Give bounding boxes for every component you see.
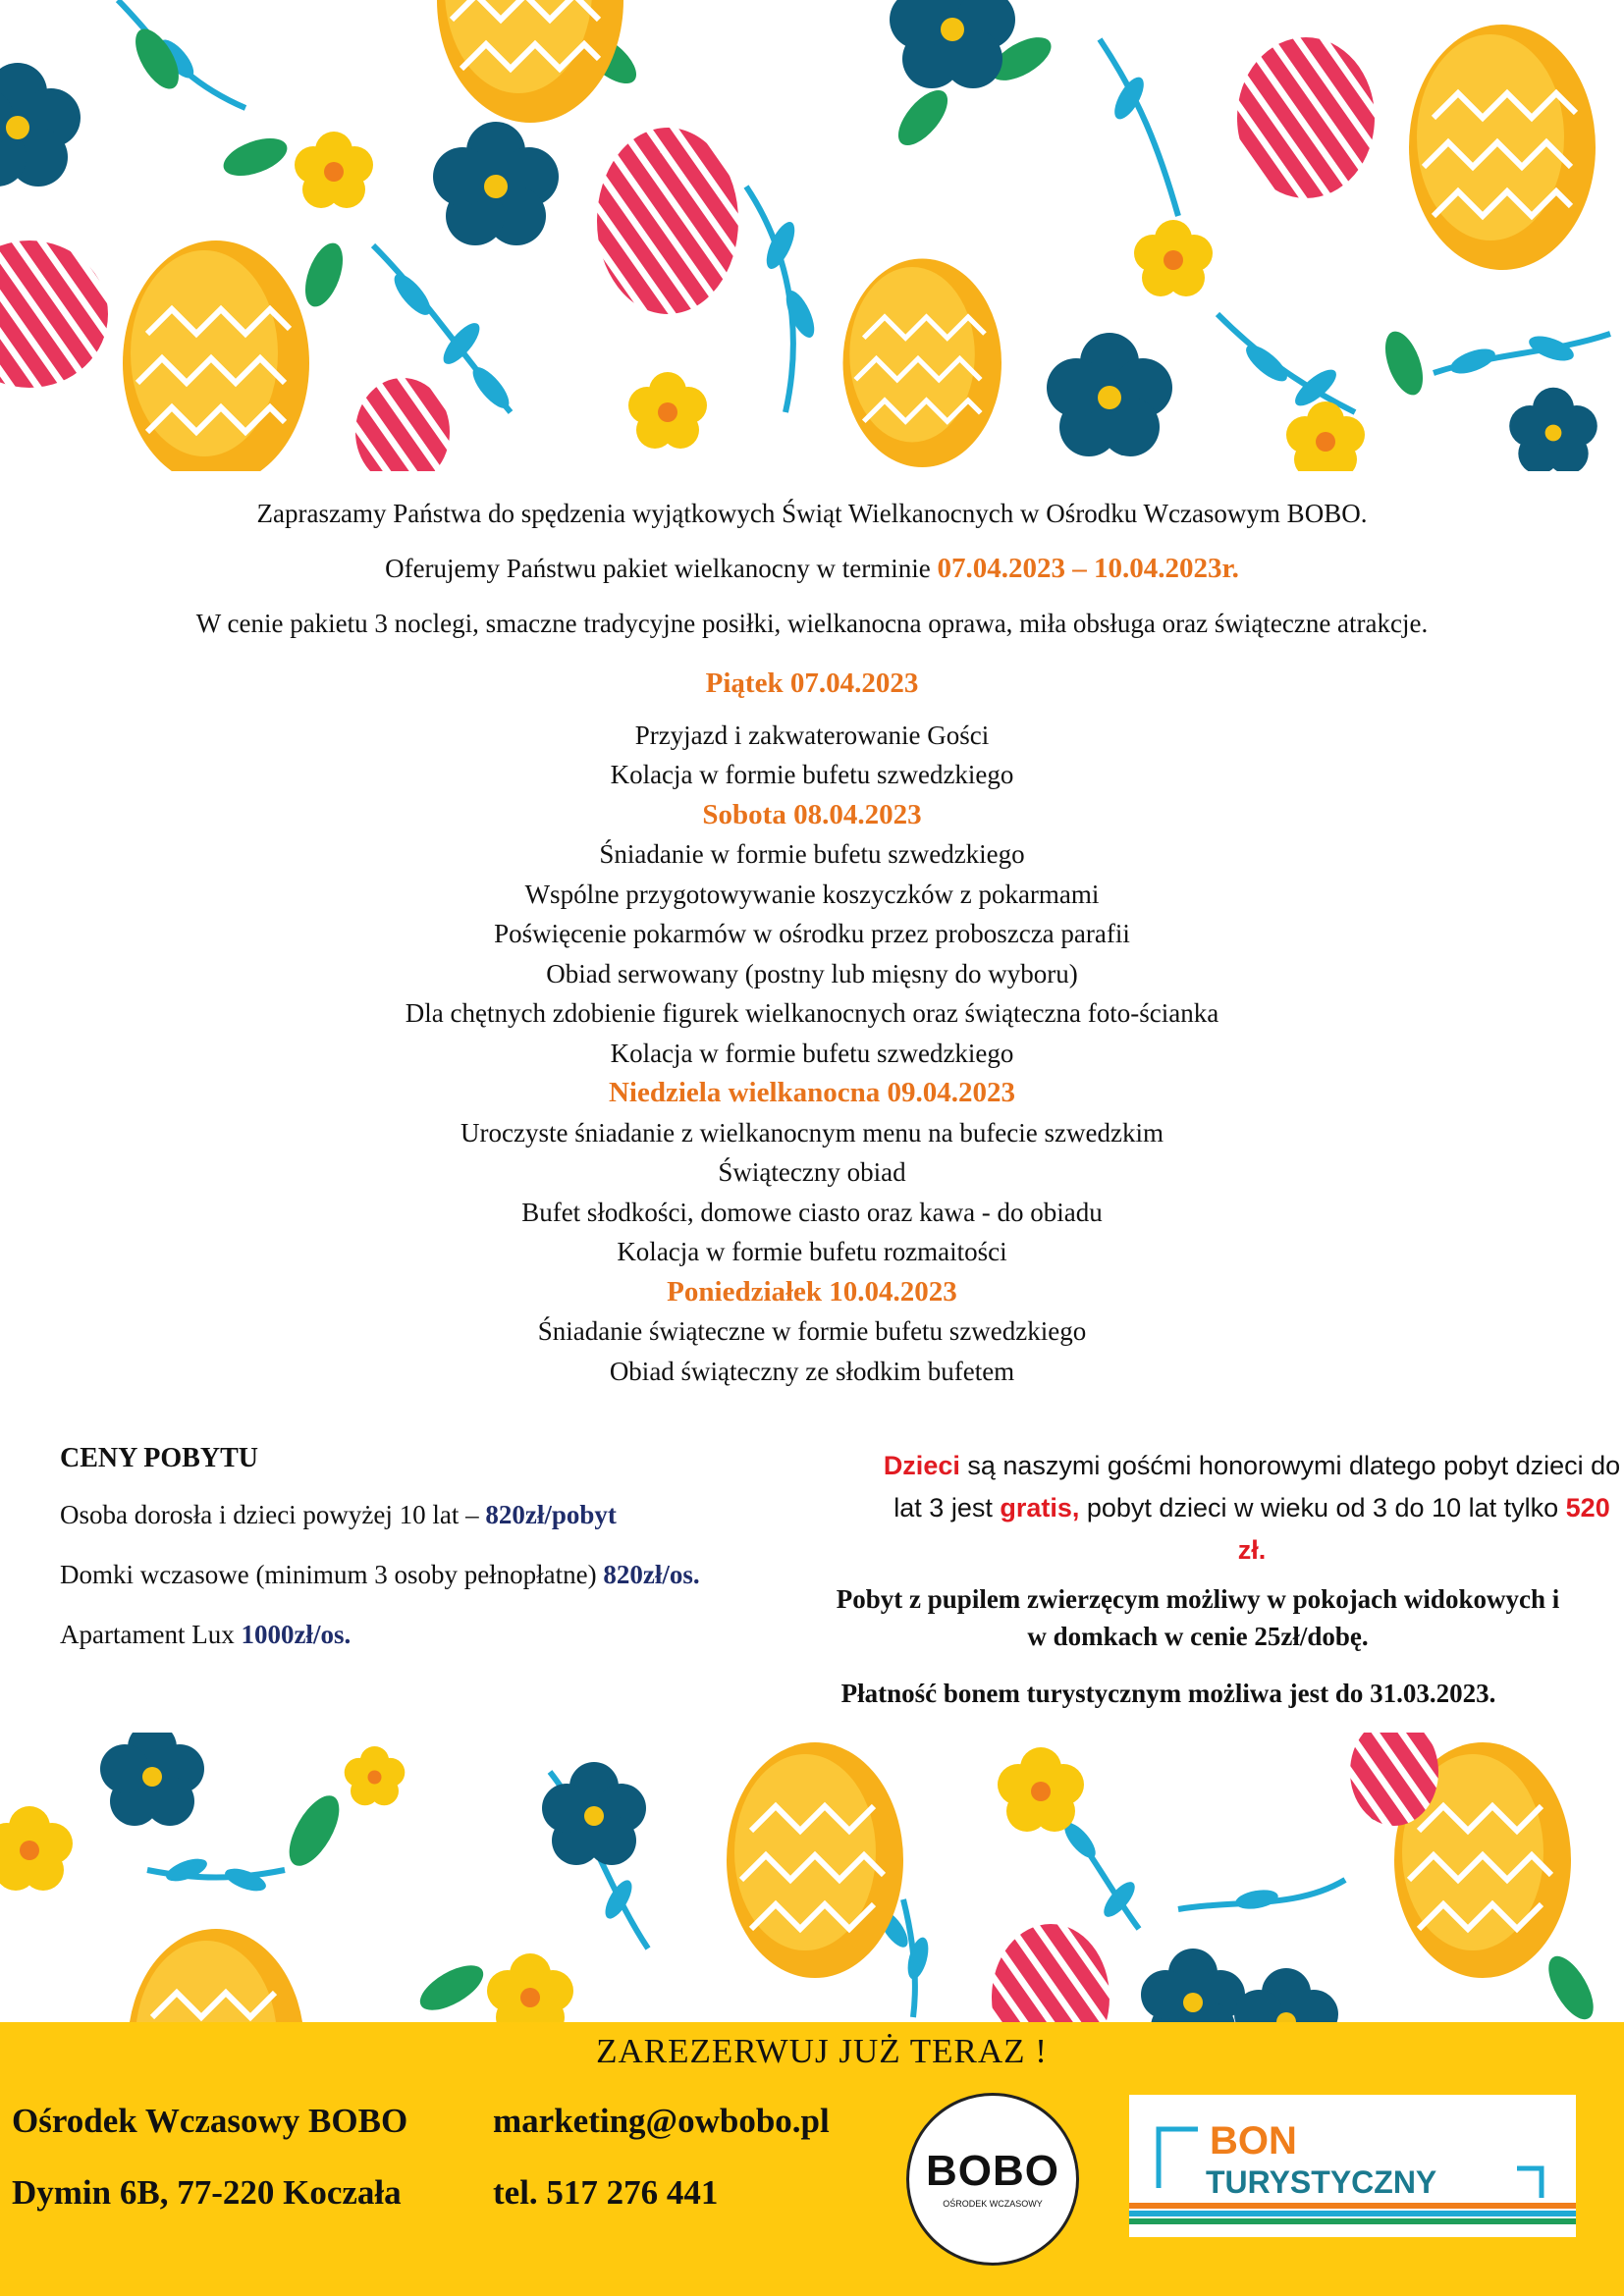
price-value: 820zł/os.: [603, 1560, 700, 1589]
intro-offer-text: Oferujemy Państwu pakiet wielkanocny w terminie: [385, 554, 938, 583]
tourist-voucher-logo-graphic: [1129, 2095, 1576, 2237]
day-item: Bufet słodkości, domowe ciasto oraz kawa - do obiadu: [521, 1197, 1103, 1227]
price-row-apartment: [60, 1620, 826, 1650]
day-item: Śniadanie świąteczne w formie bufetu szwedzkiego: [537, 1316, 1087, 1346]
day-item: Obiad świąteczny ze słodkim bufetem: [609, 1356, 1015, 1386]
price-value: 1000zł/os.: [241, 1620, 352, 1649]
day-item: Poświęcenie pokarmów w ośrodku przez proboszcza parafii: [494, 919, 1130, 948]
resort-name: Ośrodek Wczasowy BOBO: [12, 2102, 408, 2140]
prices-section: [60, 1443, 826, 1680]
easter-pattern-top-illustration: [0, 0, 1624, 471]
contact-phone[interactable]: tel. 517 276 441: [493, 2173, 719, 2212]
top-easter-decoration: [0, 0, 1624, 471]
kids-text-2: pobyt dzieci w wieku od 3 do 10 lat tylko: [1079, 1493, 1566, 1522]
price-label: Osoba dorosła i dzieci powyżej 10 lat –: [60, 1500, 486, 1529]
price-label: Apartament Lux: [60, 1620, 242, 1649]
prices-title: CENY POBYTU: [60, 1443, 258, 1473]
day-title-monday: Poniedziałek 10.04.2023: [667, 1275, 957, 1308]
kids-note: [879, 1445, 1624, 1572]
day-item: Kolacja w formie bufetu rozmaitości: [617, 1237, 1007, 1266]
day-item: Przyjazd i zakwaterowanie Gości: [634, 720, 990, 750]
pet-note: Pobyt z pupilem zwierzęcym możliwy w pokojach widokowych i w domkach w cenie 25zł/dobę.: [836, 1584, 1560, 1651]
bobo-logo-subtext: OŚRODEK WCZASOWY: [943, 2199, 1043, 2209]
price-row-cottage: [60, 1560, 826, 1590]
kids-text-1: są naszymi gośćmi honorowymi dlatego pobyt dzieci do lat 3 jest: [893, 1451, 1621, 1522]
day-item: Dla chętnych zdobienie figurek wielkanocnych oraz świąteczna foto-ścianka: [405, 998, 1219, 1028]
day-item: Kolacja w formie bufetu szwedzkiego: [610, 1038, 1014, 1068]
resort-address: Dymin 6B, 77-220 Koczała: [12, 2173, 402, 2212]
turystyczny-logo-word: TURYSTYCZNY: [1206, 2164, 1437, 2200]
easter-pattern-bottom-illustration: [0, 1733, 1624, 2022]
voucher-note: Płatność bonem turystycznym możliwa jest do 31.03.2023.: [840, 1679, 1496, 1708]
price-label: Domki wczasowe (minimum 3 osoby pełnopłatne): [60, 1560, 604, 1589]
reserve-now-cta: ZAREZERWUJ JUŻ TERAZ !: [596, 2032, 1048, 2070]
kids-price: 520 zł.: [1237, 1493, 1610, 1565]
day-item: Śniadanie w formie bufetu szwedzkiego: [599, 839, 1025, 869]
bon-logo-word: BON: [1210, 2119, 1297, 2163]
day-title-sunday: Niedziela wielkanocna 09.04.2023: [608, 1077, 1016, 1108]
price-row-adult: [60, 1500, 826, 1530]
kids-word: Dzieci: [883, 1451, 960, 1480]
day-title-friday: Piątek 07.04.2023: [705, 667, 919, 699]
day-title-saturday: Sobota 08.04.2023: [702, 798, 922, 830]
intro-invitation: Zapraszamy Państwa do spędzenia wyjątkowych Świąt Wielkanocnych w Ośrodku Wczasowym BOBO.: [256, 499, 1368, 528]
kids-free: gratis,: [1000, 1493, 1080, 1522]
day-item: Wspólne przygotowywanie koszyczków z pokarmami: [524, 879, 1100, 909]
bottom-easter-decoration: [0, 1733, 1624, 2022]
bobo-logo-text: BOBO: [926, 2147, 1059, 2195]
intro-package-includes: W cenie pakietu 3 noclegi, smaczne tradycyjne posiłki, wielkanocna oprawa, miła obsługa oraz świąteczne atrakcje.: [195, 609, 1429, 638]
day-item: Obiad serwowany (postny lub mięsny do wyboru): [546, 958, 1078, 988]
contact-email[interactable]: marketing@owbobo.pl: [493, 2102, 830, 2140]
price-value: 820zł/pobyt: [485, 1500, 617, 1529]
day-item: Kolacja w formie bufetu szwedzkiego: [610, 760, 1014, 789]
day-item: Uroczyste śniadanie z wielkanocnym menu na bufecie szwedzkim: [460, 1117, 1164, 1148]
intro-offer-dates: 07.04.2023 – 10.04.2023r.: [937, 553, 1239, 584]
bobo-logo: [906, 2093, 1079, 2266]
tourist-voucher-logo: [1129, 2095, 1576, 2237]
day-item: Świąteczny obiad: [718, 1157, 906, 1187]
program-schedule: [0, 664, 1624, 1391]
intro-offer-line: [0, 553, 1624, 585]
